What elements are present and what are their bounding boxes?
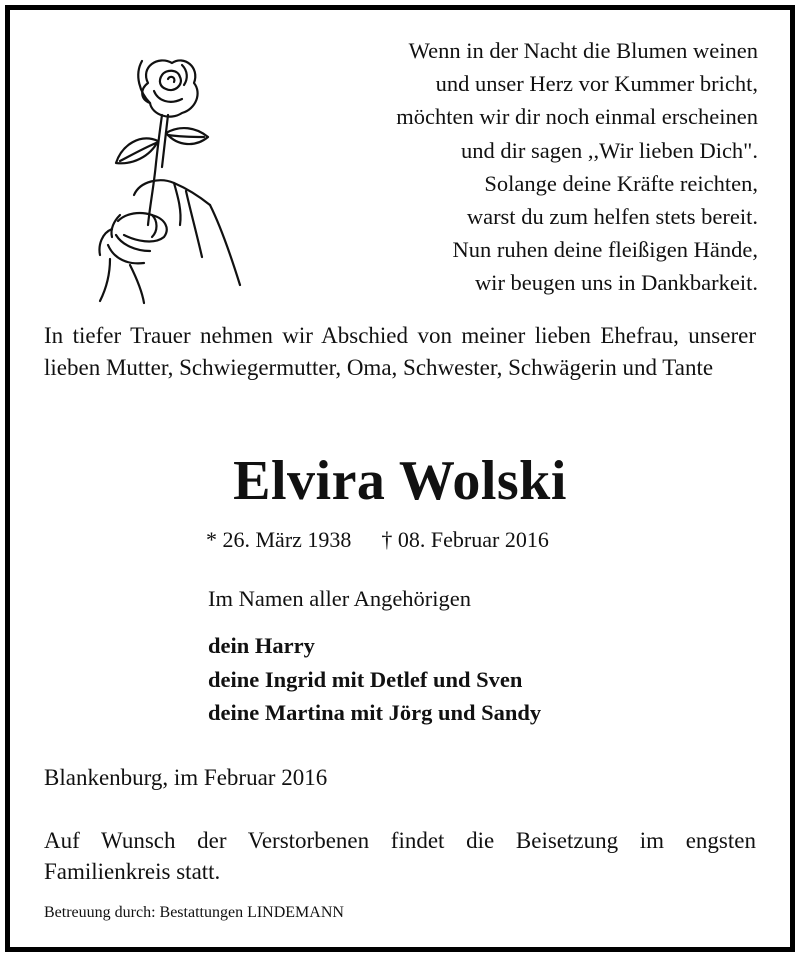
poem-line: Wenn in der Nacht die Blumen weinen (408, 38, 758, 63)
memorial-poem (238, 34, 758, 300)
relative-entry: dein Harry (208, 633, 315, 658)
poem-line: Solange deine Kräfte reichten, (484, 170, 758, 196)
poem-line: wir beugen uns in Dankbarkeit. (474, 270, 758, 296)
birth-date: * 26. März 1938 (206, 527, 352, 552)
life-dates (206, 525, 549, 555)
relative-entry: deine Martina mit Jörg und Sandy (208, 700, 542, 725)
burial-note: Auf Wunsch der Verstorbenen findet die Beisetzung im engsten Familienkreis statt. (44, 828, 756, 884)
death-date: † 08. Februar 2016 (381, 527, 549, 552)
relatives-intro: Im Namen aller Angehörigen (208, 586, 472, 611)
poem-line: möchten wir dir noch einmal erscheinen (396, 104, 758, 130)
place-and-date: Blankenburg, im Februar 2016 (44, 765, 328, 790)
poem-line: und unser Herz vor Kummer bricht, (435, 71, 758, 97)
obituary-notice (5, 5, 795, 952)
poem-line: und dir sagen ,,Wir lieben Dich". (461, 137, 758, 163)
poem-line: warst du zum helfen stets bereit. (466, 204, 758, 230)
funeral-service-note: Betreuung durch: Bestattungen LINDEMANN (44, 904, 344, 921)
relatives-list (208, 629, 541, 730)
deceased-name: Elvira Wolski (233, 450, 567, 512)
mourning-intro-text: In tiefer Trauer nehmen wir Abschied von meiner lieben Ehefrau, unserer lieben Mutter, Schwiegermutter, Oma, Schwester, Schwägerin und Tante (44, 323, 756, 380)
relative-entry: deine Ingrid mit Detlef und Sven (208, 666, 523, 692)
poem-line: Nun ruhen deine fleißigen Hände, (452, 237, 758, 263)
